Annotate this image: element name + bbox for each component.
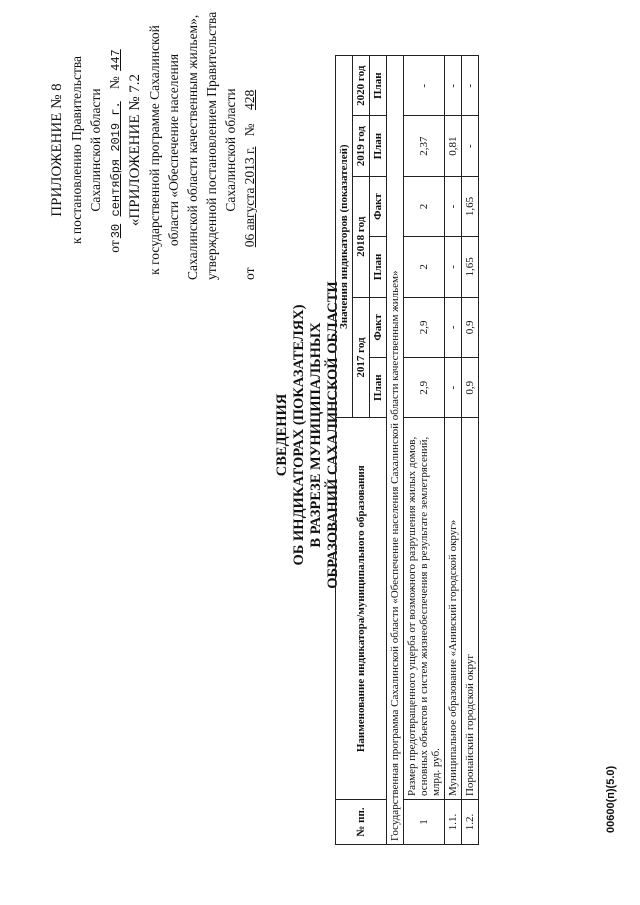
row-name: Размер предотвращенного ущерба от возможного разрушения жилых домов, основных объектов и систем жизнеобеспечения в результате землетрясений, млрд. руб. — [404, 418, 445, 800]
year-header: 2019 год — [353, 116, 370, 176]
value-cell: - — [462, 56, 479, 116]
approval-number: 428 — [242, 89, 257, 111]
program-row — [387, 56, 404, 845]
value-cell: - — [462, 116, 479, 176]
value-cell: - — [445, 56, 462, 116]
program-line: Сахалинской области качественным жильем», — [185, 14, 200, 280]
table-row — [445, 56, 462, 845]
decree-reference: к постановлению Правительства — [69, 55, 84, 245]
value-cell: 2,37 — [404, 116, 445, 176]
decree-number: 447 — [109, 49, 123, 71]
program-line: к государственной программе Сахалинской — [147, 25, 162, 275]
row-name: Муниципальное образование «Анивский городской округ» — [445, 418, 462, 800]
approval-date: 06 августа 2013 г. — [242, 146, 257, 248]
value-cell: 2,9 — [404, 297, 445, 357]
row-number: 1 — [404, 800, 445, 845]
fact-header: Факт — [370, 297, 387, 357]
title-line: ОБ ИНДИКАТОРАХ (ПОКАЗАТЕЛЯХ) — [291, 304, 307, 566]
value-cell: 2 — [404, 176, 445, 236]
value-cell: - — [445, 176, 462, 236]
decree-date-line: от30 сентября 2019 г. № 447 — [107, 49, 123, 253]
value-cell: 1,65 — [462, 237, 479, 297]
plan-header: План — [370, 358, 387, 418]
decree-month-year: сентября 2019 г. — [109, 101, 123, 217]
value-cell: 0,9 — [462, 297, 479, 357]
column-header-name: Наименование индикатора/муниципального образования — [336, 418, 387, 800]
title-line: В РАЗРЕЗЕ МУНИЦИПАЛЬНЫХ ОБРАЗОВАНИЙ САХАЛИНСКОЙ ОБЛАСТИ — [308, 281, 341, 589]
value-cell: 2 — [404, 237, 445, 297]
decree-day: 30 — [109, 223, 123, 239]
value-cell: - — [404, 56, 445, 116]
value-cell: 0,9 — [462, 358, 479, 418]
value-cell: 2,9 — [404, 358, 445, 418]
program-line: области «Обеспечение населения — [166, 53, 181, 247]
document-code: 00600(п)(5.0) — [605, 765, 617, 833]
row-name: Поронайский городской округ — [462, 418, 479, 800]
year-header: 2020 год — [353, 56, 370, 116]
table-row — [404, 56, 445, 845]
title-line: СВЕДЕНИЯ — [274, 393, 290, 477]
plan-header: План — [370, 237, 387, 297]
plan-header: План — [370, 116, 387, 176]
value-cell: - — [445, 237, 462, 297]
column-header-number: № пп. — [336, 800, 387, 845]
column-header-values: Значения индикаторов (показателей) — [336, 56, 353, 418]
program-line: утвержденной постановлением Правительства — [204, 11, 219, 280]
appendix-header — [48, 11, 259, 280]
indicators-table — [335, 55, 479, 845]
table-row — [462, 56, 479, 845]
appendix-title: ПРИЛОЖЕНИЕ № 8 — [49, 83, 65, 217]
program-name: Государственная программа Сахалинской области «Обеспечение населения Сахалинской области качественным жильем» — [387, 56, 404, 845]
value-cell: 1,65 — [462, 176, 479, 236]
program-line: Сахалинской области — [223, 88, 238, 212]
fact-header: Факт — [370, 176, 387, 236]
value-cell: - — [445, 297, 462, 357]
region-name: Сахалинской области — [88, 88, 103, 212]
plan-header: План — [370, 56, 387, 116]
year-header: 2018 год — [353, 176, 370, 297]
previous-appendix-title: «ПРИЛОЖЕНИЕ № 7.2 — [127, 73, 143, 227]
value-cell: 0,81 — [445, 116, 462, 176]
row-number: 1.1. — [445, 800, 462, 845]
approval-date-line: от 06 августа 2013 г. № 428 — [242, 89, 257, 280]
document-title — [274, 275, 342, 595]
value-cell: - — [445, 358, 462, 418]
row-number: 1.2. — [462, 800, 479, 845]
year-header: 2017 год — [353, 297, 370, 418]
